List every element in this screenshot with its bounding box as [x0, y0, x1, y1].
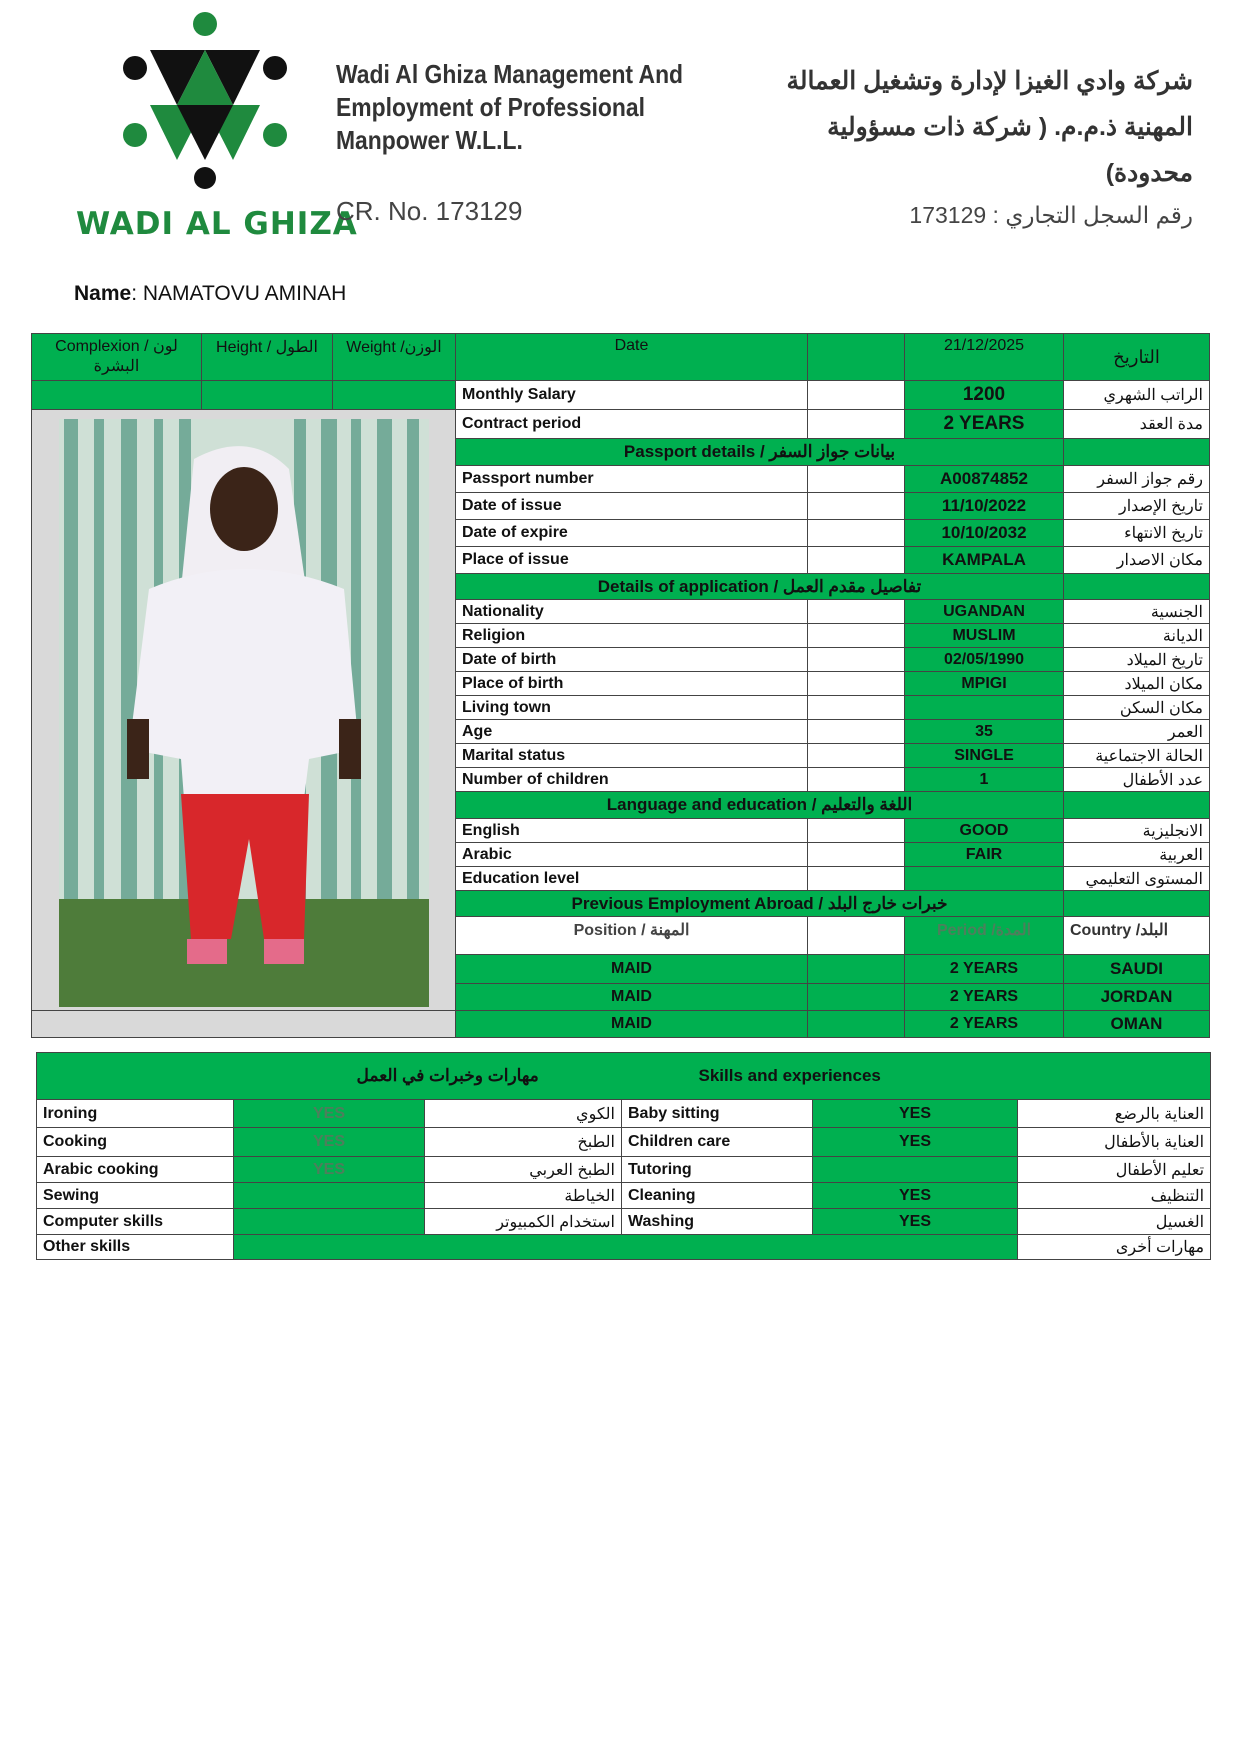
skill-label-ar: الغسيل	[1018, 1209, 1211, 1235]
skill-label: Arabic cooking	[37, 1157, 234, 1183]
field-label: Passport number	[456, 466, 808, 493]
field-label: Education level	[456, 867, 808, 891]
date-label-ar: التاريخ	[1064, 334, 1210, 381]
empty-cell	[1064, 891, 1210, 917]
field-value: MPIGI	[905, 672, 1064, 696]
field-value: 2 YEARS	[905, 410, 1064, 439]
height-value	[202, 381, 333, 410]
empty-cell	[808, 955, 905, 984]
skill-value: YES	[813, 1209, 1018, 1235]
field-label: Arabic	[456, 843, 808, 867]
employment-row	[32, 1011, 1210, 1038]
company-name-en-line: Wadi Al Ghiza Management And	[336, 59, 684, 89]
field-label-ar: تاريخ الإصدار	[1064, 493, 1210, 520]
skill-value: YES	[234, 1128, 425, 1157]
employment-position: MAID	[456, 984, 808, 1011]
skill-label-ar: الطبخ	[425, 1128, 622, 1157]
skill-label-ar: استخدام الكمبيوتر	[425, 1209, 622, 1235]
field-label-ar: العمر	[1064, 720, 1210, 744]
skill-label: Washing	[622, 1209, 813, 1235]
field-label-ar: رقم جواز السفر	[1064, 466, 1210, 493]
field-label: Place of issue	[456, 547, 808, 574]
employment-position: MAID	[456, 955, 808, 984]
photo-cell	[32, 410, 456, 1011]
empty-cell	[808, 696, 905, 720]
section-header-passport: Passport details / بيانات جواز السفر	[456, 439, 1064, 466]
skill-label: Children care	[622, 1128, 813, 1157]
field-label-ar: الديانة	[1064, 624, 1210, 648]
height-header: Height / الطول	[202, 334, 333, 381]
field-label-ar: الانجليزية	[1064, 819, 1210, 843]
skill-label: Cooking	[37, 1128, 234, 1157]
field-value: FAIR	[905, 843, 1064, 867]
skill-value: YES	[813, 1183, 1018, 1209]
name-value: : NAMATOVU AMINAH	[131, 282, 347, 305]
field-value	[905, 696, 1064, 720]
field-label-ar: عدد الأطفال	[1064, 768, 1210, 792]
application-table	[31, 333, 1210, 1038]
skill-label: Computer skills	[37, 1209, 234, 1235]
skill-row	[37, 1183, 1211, 1209]
field-value	[905, 867, 1064, 891]
empty-cell	[808, 917, 905, 955]
company-name-ar-line: المهنية ذ.م.م. ( شركة ذات مسؤولية	[827, 113, 1193, 141]
empty-cell	[808, 843, 905, 867]
empty-cell	[808, 744, 905, 768]
employment-period: 2 YEARS	[905, 1011, 1064, 1038]
field-label: Nationality	[456, 600, 808, 624]
employment-country: SAUDI	[1064, 955, 1210, 984]
skill-label: Baby sitting	[622, 1100, 813, 1128]
field-label-ar: مكان الاصدار	[1064, 547, 1210, 574]
weight-header: Weight /الوزن	[333, 334, 456, 381]
empty-cell	[808, 648, 905, 672]
field-label: Date of birth	[456, 648, 808, 672]
field-label-ar: تاريخ الميلاد	[1064, 648, 1210, 672]
company-name-en	[336, 58, 683, 157]
complexion-value	[32, 381, 202, 410]
skill-value	[813, 1157, 1018, 1183]
skills-title-en: Skills and experiences	[698, 1066, 881, 1085]
empty-cell	[808, 720, 905, 744]
empty-cell	[1064, 792, 1210, 819]
skills-header	[37, 1053, 1211, 1100]
section-header-language: Language and education / اللغة والتعليم	[456, 792, 1064, 819]
field-label-ar: العربية	[1064, 843, 1210, 867]
company-name-en-line: Employment of Professional	[336, 92, 645, 122]
field-label: Marital status	[456, 744, 808, 768]
field-value: 1200	[905, 381, 1064, 410]
field-label-ar: الجنسية	[1064, 600, 1210, 624]
field-label-ar: الحالة الاجتماعية	[1064, 744, 1210, 768]
field-value: KAMPALA	[905, 547, 1064, 574]
field-value: A00874852	[905, 466, 1064, 493]
field-label: Date of expire	[456, 520, 808, 547]
company-name-ar-line: شركة وادي الغيزا لإدارة وتشغيل العمالة	[786, 67, 1193, 95]
skill-row	[37, 1157, 1211, 1183]
field-label: Number of children	[456, 768, 808, 792]
empty-cell	[808, 819, 905, 843]
skill-label-ar: التنظيف	[1018, 1183, 1211, 1209]
skill-value: YES	[813, 1100, 1018, 1128]
section-header-employment: Previous Employment Abroad / خبرات خارج البلد	[456, 891, 1064, 917]
empty-cell	[808, 1011, 905, 1038]
empty-cell	[808, 547, 905, 574]
candidate-photo	[59, 419, 429, 1007]
field-label-ar: الراتب الشهري	[1064, 381, 1210, 410]
empty-cell	[808, 381, 905, 410]
complexion-header: Complexion / لون البشرة	[32, 334, 202, 381]
field-value: 02/05/1990	[905, 648, 1064, 672]
weight-value	[333, 381, 456, 410]
field-label: Contract period	[456, 410, 808, 439]
skill-value: YES	[234, 1100, 425, 1128]
skill-label-ar: الخياطة	[425, 1183, 622, 1209]
field-value: 11/10/2022	[905, 493, 1064, 520]
skill-value: YES	[234, 1157, 425, 1183]
empty-cell	[808, 600, 905, 624]
skill-row	[37, 1209, 1211, 1235]
skill-label-ar: العناية بالرضع	[1018, 1100, 1211, 1128]
skill-row	[37, 1100, 1211, 1128]
empty-cell	[808, 984, 905, 1011]
empty-cell	[808, 334, 905, 381]
employment-country: JORDAN	[1064, 984, 1210, 1011]
skill-label-ar: مهارات أخرى	[1018, 1235, 1211, 1260]
skill-label: Ironing	[37, 1100, 234, 1128]
candidate-name	[74, 282, 346, 306]
company-logo-icon	[110, 10, 300, 190]
field-label: Monthly Salary	[456, 381, 808, 410]
field-value: SINGLE	[905, 744, 1064, 768]
other-skills-value	[234, 1235, 1018, 1260]
logo-wordmark: WADI AL GHIZA	[76, 206, 358, 242]
empty-cell	[808, 672, 905, 696]
employment-period: 2 YEARS	[905, 955, 1064, 984]
field-value: MUSLIM	[905, 624, 1064, 648]
empty-cell	[808, 493, 905, 520]
field-value: GOOD	[905, 819, 1064, 843]
date-label: Date	[456, 334, 808, 381]
date-value: 21/12/2025	[905, 334, 1064, 381]
field-label-ar: المستوى التعليمي	[1064, 867, 1210, 891]
empty-cell	[808, 624, 905, 648]
field-label-ar: مكان الميلاد	[1064, 672, 1210, 696]
position-header: Position / المهنة	[456, 917, 808, 955]
field-label-ar: مدة العقد	[1064, 410, 1210, 439]
field-value: 1	[905, 768, 1064, 792]
company-name-ar-line: محدودة)	[1105, 159, 1193, 187]
skill-label: Tutoring	[622, 1157, 813, 1183]
empty-cell	[808, 768, 905, 792]
employment-position: MAID	[456, 1011, 808, 1038]
cr-number-en: CR. No. 173129	[336, 196, 523, 226]
period-header: Period /المدة	[905, 917, 1064, 955]
company-name-ar	[773, 58, 1193, 196]
company-name-en-line: Manpower W.L.L.	[336, 125, 523, 155]
empty-cell	[808, 466, 905, 493]
field-label: Place of birth	[456, 672, 808, 696]
skill-label: Sewing	[37, 1183, 234, 1209]
skill-label-ar: الطبخ العربي	[425, 1157, 622, 1183]
skills-title-ar: مهارات وخبرات في العمل	[356, 1066, 539, 1085]
employment-country: OMAN	[1064, 1011, 1210, 1038]
skill-label: Other skills	[37, 1235, 234, 1260]
skill-label-ar: تعليم الأطفال	[1018, 1157, 1211, 1183]
skill-label-ar: الكوي	[425, 1100, 622, 1128]
skill-label-ar: العناية بالأطفال	[1018, 1128, 1211, 1157]
skill-value	[234, 1209, 425, 1235]
country-header: Country /البلد	[1064, 917, 1210, 955]
field-label: Religion	[456, 624, 808, 648]
empty-cell	[1064, 439, 1210, 466]
skills-table	[36, 1052, 1211, 1260]
field-label: Date of issue	[456, 493, 808, 520]
empty-cell	[808, 867, 905, 891]
field-label: Age	[456, 720, 808, 744]
empty-cell	[32, 1011, 456, 1038]
field-label-ar: تاريخ الانتهاء	[1064, 520, 1210, 547]
field-value: UGANDAN	[905, 600, 1064, 624]
field-label-ar: مكان السكن	[1064, 696, 1210, 720]
employment-period: 2 YEARS	[905, 984, 1064, 1011]
skill-label: Cleaning	[622, 1183, 813, 1209]
empty-cell	[808, 520, 905, 547]
field-label: Living town	[456, 696, 808, 720]
cr-number-ar: رقم السجل التجاري : 173129	[909, 202, 1193, 228]
field-value: 10/10/2032	[905, 520, 1064, 547]
empty-cell	[1064, 574, 1210, 600]
skill-value: YES	[813, 1128, 1018, 1157]
field-value: 35	[905, 720, 1064, 744]
empty-cell	[808, 410, 905, 439]
field-label: English	[456, 819, 808, 843]
skill-value	[234, 1183, 425, 1209]
name-label: Name	[74, 282, 132, 305]
section-header-details: Details of application / تفاصيل مقدم العمل	[456, 574, 1064, 600]
skill-row	[37, 1128, 1211, 1157]
